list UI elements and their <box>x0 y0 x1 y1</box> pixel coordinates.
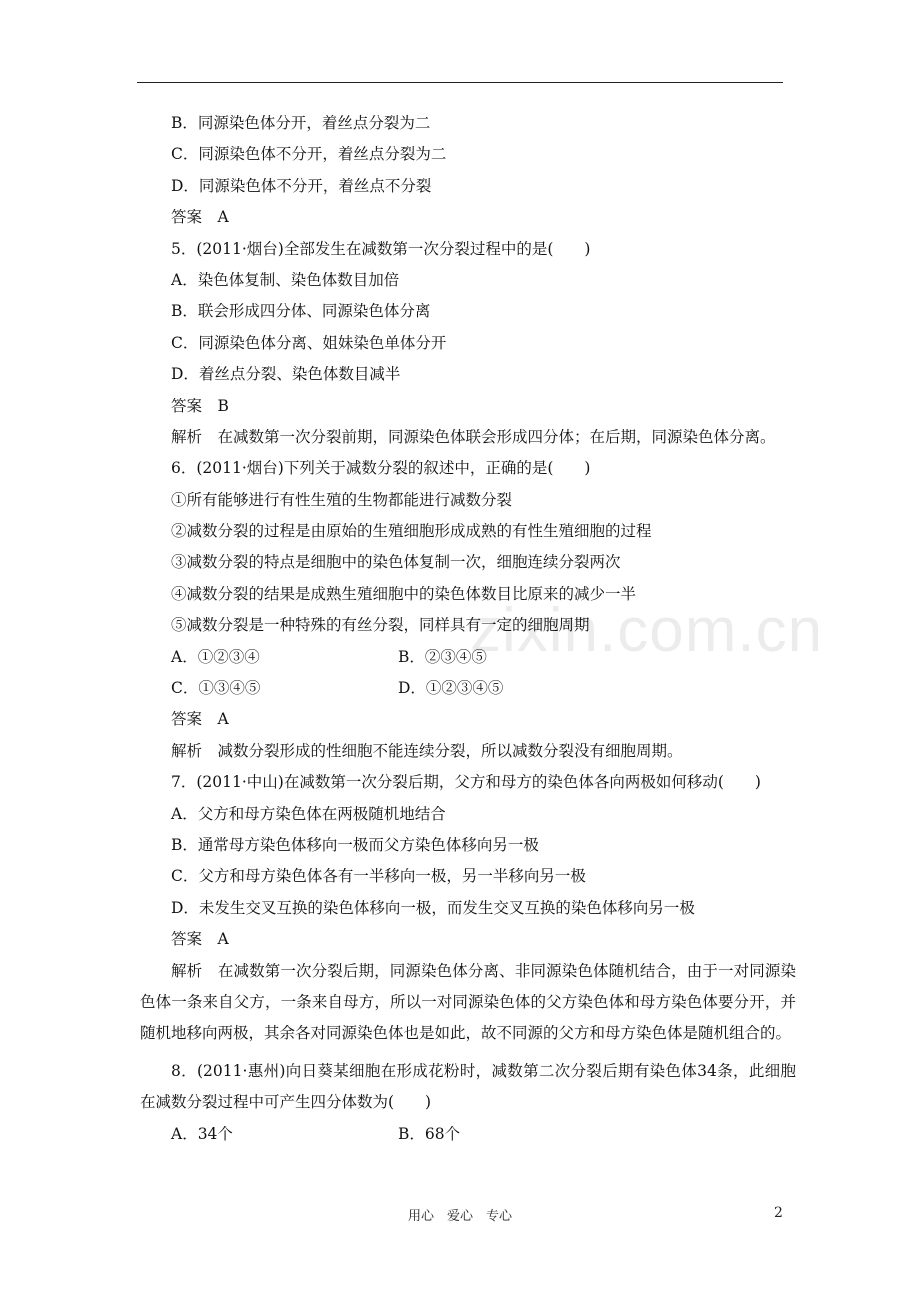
answer-line: 答案 A <box>171 930 229 949</box>
answer-line: 答案 B <box>171 396 229 415</box>
option-row <box>171 1119 796 1150</box>
option-b: B．②③④⑤ <box>398 647 487 666</box>
question-5: 5．(2011·烟台)全部发生在减数第一次分裂过程中的是( ) <box>171 239 591 258</box>
option-line: C．同源染色体不分开，着丝点分裂为二 <box>171 145 447 164</box>
option-line: C．同源染色体分离、姐妹染色单体分开 <box>171 333 447 352</box>
footer-motto: 用心 爱心 专心 <box>407 1209 512 1224</box>
explanation-paragraph: 解析 在减数第一次分裂后期，同源染色体分离、非同源染色体随机结合，由于一对同源染色体一条来自父方，一条来自母方，所以一对同源染色体的父方染色体和母方染色体要分开，并随机地移向两极，其余各对同源染色体也是如此，故不同源的父方和母方染色体是随机组合的。 <box>140 961 796 1043</box>
option-line: D．未发生交叉互换的染色体移向一极，而发生交叉互换的染色体移向另一极 <box>171 898 695 917</box>
header-rule <box>137 82 783 83</box>
explanation-line: 解析 在减数第一次分裂前期，同源染色体联会形成四分体；在后期，同源染色体分离。 <box>171 427 776 446</box>
option-line: B．同源染色体分开，着丝点分裂为二 <box>171 114 431 132</box>
option-row <box>171 673 796 704</box>
option-c: C．①③④⑤ <box>171 679 261 698</box>
watermark: zixin.com.cn <box>470 596 824 665</box>
option-line: B．通常母方染色体移向一极而父方染色体移向另一极 <box>171 835 539 854</box>
page-number: 2 <box>774 1205 783 1221</box>
statement-line: ②减数分裂的过程是由原始的生殖细胞形成成熟的有性生殖细胞的过程 <box>171 522 652 541</box>
option-row <box>171 642 796 673</box>
option-line: C．父方和母方染色体各有一半移向一极，另一半移向另一极 <box>171 867 586 886</box>
option-a: A．34个 <box>171 1124 233 1143</box>
question-7: 7．(2011·中山)在减数第一次分裂后期，父方和母方的染色体各向两极如何移动( ) <box>171 773 761 792</box>
option-line: D．着丝点分裂、染色体数目减半 <box>171 365 401 384</box>
document-body <box>140 108 796 1150</box>
answer-line: 答案 A <box>171 710 229 729</box>
statement-line: ④减数分裂的结果是成熟生殖细胞中的染色体数目比原来的减少一半 <box>171 584 637 603</box>
option-d: D．①②③④⑤ <box>398 679 504 698</box>
option-a: A．①②③④ <box>171 647 260 666</box>
answer-line: 答案 A <box>171 208 229 227</box>
option-line: B．联会形成四分体、同源染色体分离 <box>171 302 431 321</box>
option-line: A．染色体复制、染色体数目加倍 <box>171 270 400 289</box>
question-8: 8．(2011·惠州)向日葵某细胞在形成花粉时，减数第二次分裂后期有染色体34条，此细胞在减数分裂过程中可产生四分体数为( ) <box>140 1061 796 1112</box>
statement-line: ③减数分裂的特点是细胞中的染色体复制一次，细胞连续分裂两次 <box>171 553 621 572</box>
question-6: 6．(2011·烟台)下列关于减数分裂的叙述中，正确的是( ) <box>171 459 591 478</box>
option-b: B．68个 <box>398 1124 461 1143</box>
explanation-line: 解析 减数分裂形成的性细胞不能连续分裂，所以减数分裂没有细胞周期。 <box>171 741 683 760</box>
statement-line: ①所有能够进行有性生殖的生物都能进行减数分裂 <box>171 490 513 509</box>
option-line: D．同源染色体不分开，着丝点不分裂 <box>171 176 432 195</box>
option-line: A．父方和母方染色体在两极随机地结合 <box>171 804 446 823</box>
statement-line: ⑤减数分裂是一种特殊的有丝分裂，同样具有一定的细胞周期 <box>171 616 590 635</box>
